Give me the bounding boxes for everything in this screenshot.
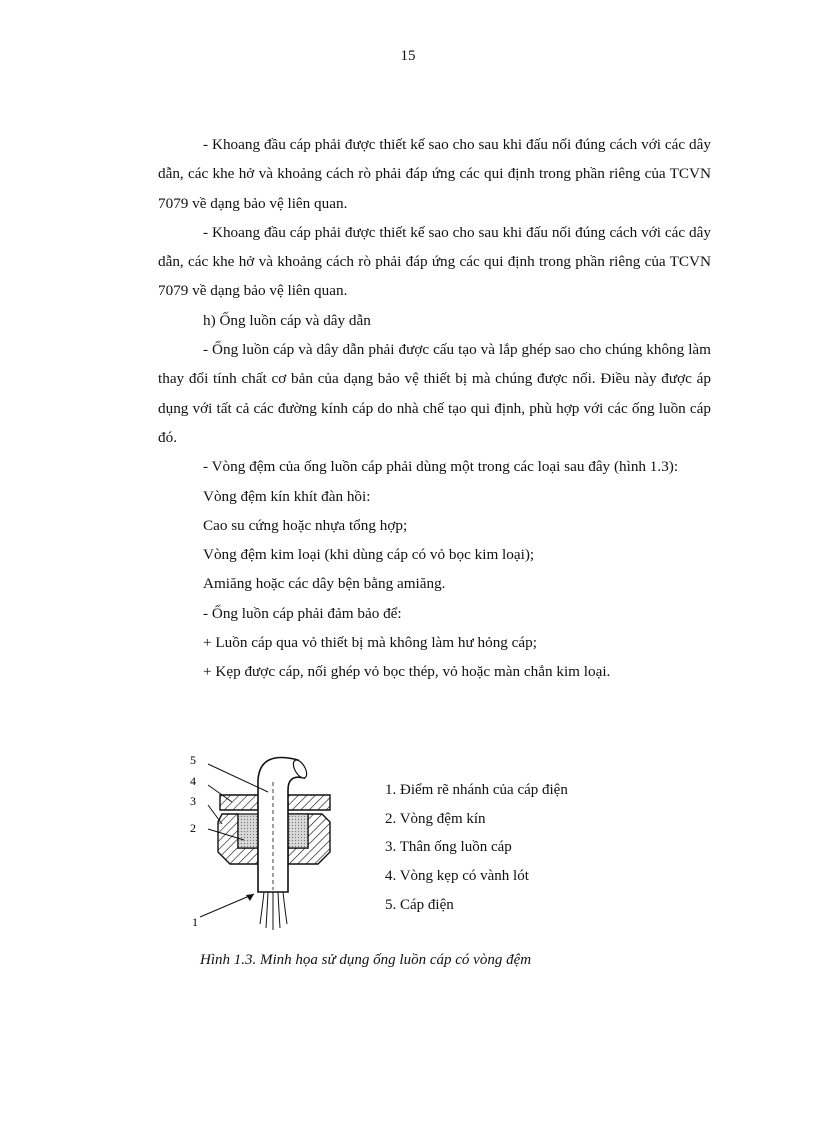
list-line: Vòng đệm kín khít đàn hồi: (203, 487, 371, 505)
paragraph-cable-compartment-2: - Khoang đầu cáp phải được thiết kế sao cho sau khi đấu nối đúng cách với các dây dẫn, các khe hở và khoảng cách rò phải đáp ứng các qui định trong phần riêng của TCVN 7079 về dạng bảo vệ liên quan. (158, 223, 711, 300)
list-line: Vòng đệm kim loại (khi dùng cáp có vỏ bọc kim loại); (203, 546, 535, 564)
callout-4: 4 (190, 774, 196, 788)
callout-1: 1 (192, 915, 198, 929)
section-heading-cable-glands: h) Ống luồn cáp và dây dẫn (203, 311, 371, 329)
list-line: + Luồn cáp qua vỏ thiết bị mà không làm hư hỏng cáp; (203, 634, 537, 652)
list-line: Cao su cứng hoặc nhựa tổng hợp; (203, 516, 408, 534)
paragraph-cable-glands: - Ống luồn cáp và dây dẫn phải được cấu tạo và lắp ghép sao cho chúng không làm thay đổi tính chất cơ bản của dạng bảo vệ thiết bị mà chúng được nối. Điều này được áp dụng với tất cả các đường kính cáp do nhà chế tạo qui định, phù hợp với các ống luồn cáp đó. (158, 341, 711, 446)
legend-item: 1. Điểm rẽ nhánh của cáp điện (385, 782, 568, 798)
callout-3: 3 (190, 794, 196, 808)
figure-legend (385, 776, 568, 920)
cable-gland-diagram (180, 752, 380, 947)
list-line: + Kẹp được cáp, nối ghép vỏ bọc thép, vỏ hoặc màn chắn kim loại. (203, 663, 611, 681)
page-number: 15 (400, 48, 416, 64)
list-line: Amiăng hoặc các dây bện bằng amiăng. (203, 575, 446, 593)
legend-item: 2. Vòng đệm kín (385, 810, 486, 827)
legend-item: 5. Cáp điện (385, 896, 454, 913)
figure-cable-gland (180, 752, 700, 947)
legend-item: 3. Thân ống luồn cáp (385, 839, 512, 856)
callout-2: 2 (190, 821, 196, 835)
legend-item: 4. Vòng kẹp có vành lót (385, 868, 529, 885)
seal-ring-right (288, 814, 308, 848)
paragraph-cable-compartment-1: - Khoang đầu cáp phải được thiết kế sao cho sau khi đấu nối đúng cách với các dây dẫn, các khe hở và khoảng cách rò phải đáp ứng các qui định trong phần riêng của TCVN 7079 về dạng bảo vệ liên quan. (158, 136, 711, 212)
paragraph-gland-seals: - Vòng đệm của ống luồn cáp phải dùng một trong các loại sau đây (hình 1.3): (203, 458, 679, 476)
callout-5: 5 (190, 753, 196, 767)
body-text (158, 130, 711, 687)
list-line: - Ống luồn cáp phải đảm bảo để: (203, 604, 402, 622)
seal-ring-left (238, 814, 258, 848)
figure-caption: Hình 1.3. Minh họa sử dụng ống luồn cáp có vòng đệm (200, 952, 532, 968)
branch-strands (260, 892, 287, 930)
